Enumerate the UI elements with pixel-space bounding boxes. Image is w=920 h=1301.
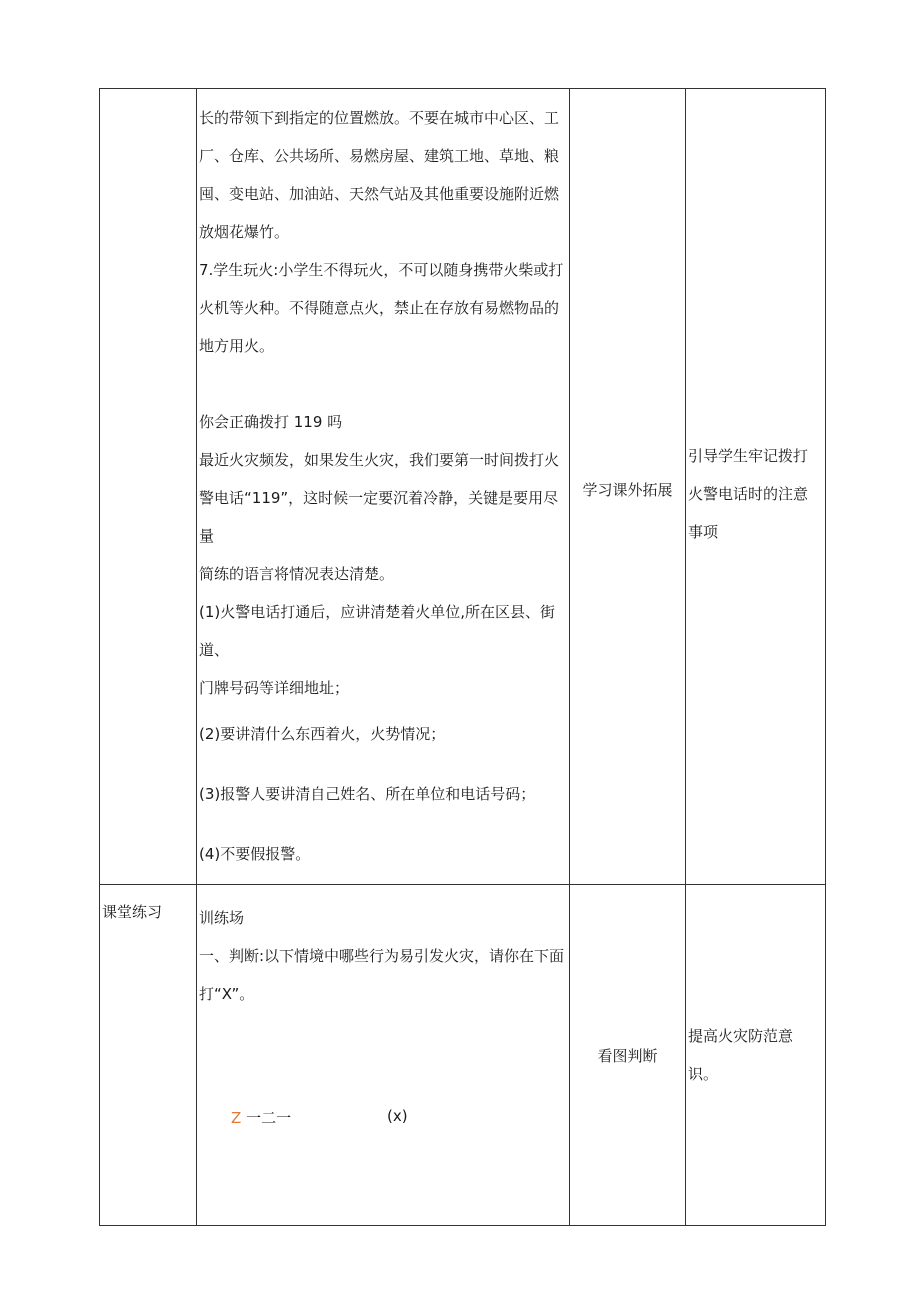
list-item: (4)不要假报警。 [199, 845, 311, 863]
practice-title: 训练场 [199, 909, 245, 927]
answer-dashes: 一二一 [246, 1109, 292, 1127]
activity-label: 看图判断 [597, 1047, 658, 1065]
row1-purpose-cell [686, 89, 826, 885]
text-line: (1)火警电话打通后，应讲清楚着火单位,所在区县、街道、 [199, 603, 556, 659]
text-line: 囤、变电站、加油站、天然气站及其他重要设施附近燃 [199, 185, 560, 203]
row1-activity-cell [570, 89, 686, 885]
text-line: 警电话“119”，这时候一定要沉着冷静，关键是要用尽量 [199, 489, 559, 545]
text-line: 简练的语言将情况表达清楚。 [199, 565, 395, 583]
text-line: 地方用火。 [199, 337, 275, 355]
row1-content-cell [197, 89, 570, 885]
text-line: 放烟花爆竹。 [199, 223, 290, 241]
text-line: 火警电话时的注意 [688, 485, 809, 503]
section-label: 课堂练习 [102, 903, 163, 921]
row1-col1-cell [100, 89, 197, 885]
row2-activity-cell [570, 885, 686, 1226]
practice-text [199, 899, 569, 1013]
row2-section-cell [100, 885, 197, 1226]
text-line: 一、判断:以下情境中哪些行为易引发火灾，请你在下面 [199, 947, 565, 965]
row2-content-cell [197, 885, 570, 1226]
purpose-text [688, 437, 821, 551]
spacer [199, 873, 569, 884]
table-row [100, 885, 826, 1226]
lesson-plan-table [99, 88, 826, 1226]
answer-prefix: Z [231, 1109, 242, 1127]
table-row [100, 89, 826, 885]
activity-label: 学习课外拓展 [582, 481, 673, 499]
text-line: 提高火灾防范意 [688, 1027, 794, 1045]
answer-line [231, 1107, 408, 1128]
text-line: 火机等火种。不得随意点火，禁止在存放有易燃物品的 [199, 299, 560, 317]
text-line: 打“X”。 [199, 985, 255, 1003]
section-heading: 你会正确拨打 119 吗 [199, 413, 343, 431]
purpose-text [688, 1017, 821, 1093]
list-item: (2)要讲清什么东西着火，火势情况； [199, 725, 446, 743]
text-line: 门牌号码等详细地址； [199, 679, 350, 697]
text-line: 事项 [688, 523, 719, 541]
text-line: 引导学生牢记拨打 [688, 447, 809, 465]
list-item: (3)报警人要讲清自己姓名、所在单位和电话号码； [199, 785, 536, 803]
row2-purpose-cell [686, 885, 826, 1226]
spacer [199, 365, 569, 403]
text-line: 7.学生玩火:小学生不得玩火，不可以随身携带火柴或打 [199, 261, 564, 279]
fire-safety-text [199, 99, 569, 884]
text-line: 最近火灾频发，如果发生火灾，我们要第一时间拨打火 [199, 451, 560, 469]
text-line: 长的带领下到指定的位置燃放。不要在城市中心区、工 [199, 109, 560, 127]
text-line: 识。 [688, 1065, 719, 1083]
text-line: 厂、仓库、公共场所、易燃房屋、建筑工地、草地、粮 [199, 147, 560, 165]
answer-mark: (x) [387, 1107, 408, 1125]
